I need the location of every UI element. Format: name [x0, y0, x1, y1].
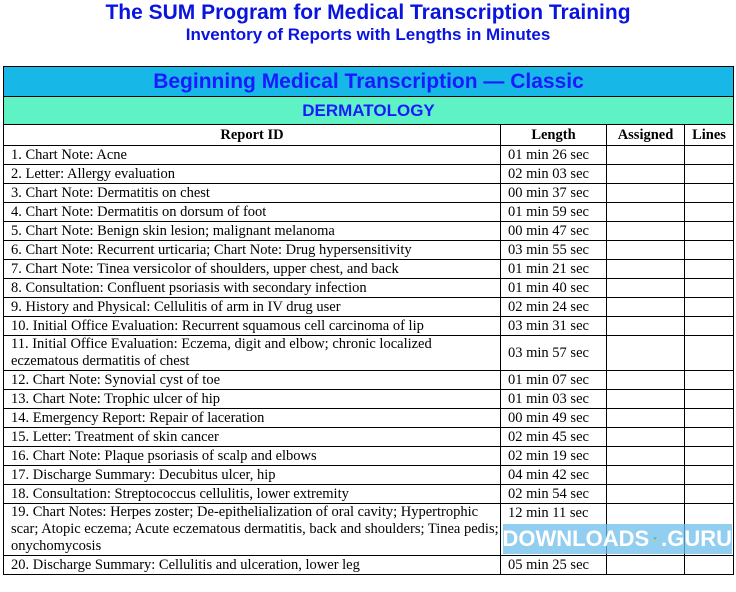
lines-cell[interactable] [685, 447, 734, 466]
assigned-cell[interactable] [607, 336, 685, 371]
lines-cell[interactable] [685, 298, 734, 317]
report-length: 00 min 47 sec [501, 222, 607, 241]
table-row [4, 298, 734, 317]
report-length: 02 min 24 sec [501, 298, 607, 317]
lines-cell[interactable] [685, 336, 734, 371]
table-row [4, 390, 734, 409]
report-id: 13. Chart Note: Trophic ulcer of hip [4, 390, 501, 409]
lines-cell[interactable] [685, 556, 734, 575]
assigned-cell[interactable] [607, 371, 685, 390]
table-row [4, 466, 734, 485]
table-row [4, 241, 734, 260]
assigned-cell[interactable] [607, 409, 685, 428]
report-length: 01 min 07 sec [501, 371, 607, 390]
lines-cell[interactable] [685, 146, 734, 165]
report-id: 20. Discharge Summary: Cellulitis and ulceration, lower leg [4, 556, 501, 575]
page-subtitle: Inventory of Reports with Lengths in Minutes [185, 25, 551, 44]
assigned-cell[interactable] [607, 556, 685, 575]
report-id: 11. Initial Office Evaluation: Eczema, digit and elbow; chronic localized eczematous dermatitis of chest [4, 336, 501, 371]
report-id: 2. Letter: Allergy evaluation [4, 165, 501, 184]
table-row [4, 409, 734, 428]
col-length: Length [501, 125, 607, 146]
report-length: 01 min 03 sec [501, 390, 607, 409]
table-row [4, 556, 734, 575]
report-id: 6. Chart Note: Recurrent urticaria; Chart Note: Drug hypersensitivity [4, 241, 501, 260]
assigned-cell[interactable] [607, 165, 685, 184]
lines-cell[interactable] [685, 203, 734, 222]
assigned-cell[interactable] [607, 184, 685, 203]
report-id: 3. Chart Note: Dermatitis on chest [4, 184, 501, 203]
report-length: 05 min 25 sec [501, 556, 607, 575]
watermark [503, 524, 733, 554]
report-id: 9. History and Physical: Cellulitis of arm in IV drug user [4, 298, 501, 317]
report-id: 7. Chart Note: Tinea versicolor of shoulders, upper chest, and back [4, 260, 501, 279]
report-id: 5. Chart Note: Benign skin lesion; malignant melanoma [4, 222, 501, 241]
report-length: 03 min 55 sec [501, 241, 607, 260]
lines-cell[interactable] [685, 428, 734, 447]
report-length: 02 min 03 sec [501, 165, 607, 184]
table-row [4, 485, 734, 504]
report-id: 8. Consultation: Confluent psoriasis with secondary infection [4, 279, 501, 298]
category-title: DERMATOLOGY [4, 97, 734, 125]
section-title: Beginning Medical Transcription — Classic [4, 67, 734, 97]
table-row [4, 279, 734, 298]
lines-cell[interactable] [685, 260, 734, 279]
report-length: 01 min 59 sec [501, 203, 607, 222]
reports-table [3, 66, 734, 575]
report-length: 00 min 37 sec [501, 184, 607, 203]
watermark-right: .GURU [661, 525, 732, 551]
assigned-cell[interactable] [607, 447, 685, 466]
lines-cell[interactable] [685, 165, 734, 184]
watermark-left: DOWNLOADS [502, 525, 650, 551]
table-row [4, 336, 734, 371]
report-length: 03 min 57 sec [501, 336, 607, 371]
assigned-cell[interactable] [607, 222, 685, 241]
report-id: 16. Chart Note: Plaque psoriasis of scalp and elbows [4, 447, 501, 466]
report-id: 17. Discharge Summary: Decubitus ulcer, hip [4, 466, 501, 485]
report-length: 00 min 49 sec [501, 409, 607, 428]
lines-cell[interactable] [685, 222, 734, 241]
report-id: 1. Chart Note: Acne [4, 146, 501, 165]
report-length: 01 min 21 sec [501, 260, 607, 279]
col-report-id: Report ID [4, 125, 501, 146]
assigned-cell[interactable] [607, 260, 685, 279]
assigned-cell[interactable] [607, 203, 685, 222]
assigned-cell[interactable] [607, 241, 685, 260]
report-length: 03 min 31 sec [501, 317, 607, 336]
assigned-cell[interactable] [607, 279, 685, 298]
table-row [4, 184, 734, 203]
assigned-cell[interactable] [607, 146, 685, 165]
lines-cell[interactable] [685, 466, 734, 485]
table-row [4, 447, 734, 466]
report-id: 15. Letter: Treatment of skin cancer [4, 428, 501, 447]
table-row [4, 222, 734, 241]
col-assigned: Assigned [607, 125, 685, 146]
lines-cell[interactable] [685, 485, 734, 504]
lines-cell[interactable] [685, 279, 734, 298]
assigned-cell[interactable] [607, 390, 685, 409]
lines-cell[interactable] [685, 371, 734, 390]
report-length: 02 min 19 sec [501, 447, 607, 466]
lines-cell[interactable] [685, 390, 734, 409]
lines-cell[interactable] [685, 317, 734, 336]
table-row [4, 428, 734, 447]
table-row [4, 371, 734, 390]
table-row [4, 317, 734, 336]
header-row [4, 125, 734, 146]
report-id: 19. Chart Notes: Herpes zoster; De-epithelialization of oral cavity; Hypertrophic scar; Atopic eczema; Acute eczematous dermatitis, back and shoulders; Tinea pedis; onychomycosis [4, 504, 501, 556]
lines-cell[interactable] [685, 241, 734, 260]
table-row [4, 260, 734, 279]
report-id: 10. Initial Office Evaluation: Recurrent squamous cell carcinoma of lip [4, 317, 501, 336]
assigned-cell[interactable] [607, 298, 685, 317]
table-row [4, 203, 734, 222]
download-icon [653, 527, 657, 551]
report-length: 01 min 26 sec [501, 146, 607, 165]
table-row [4, 165, 734, 184]
lines-cell[interactable] [685, 184, 734, 203]
report-length: 04 min 42 sec [501, 466, 607, 485]
report-length: 02 min 54 sec [501, 485, 607, 504]
table-row [4, 146, 734, 165]
assigned-cell[interactable] [607, 466, 685, 485]
report-length: 01 min 40 sec [501, 279, 607, 298]
col-lines: Lines [685, 125, 734, 146]
page-title: The SUM Program for Medical Transcription Training [105, 1, 631, 24]
report-id: 12. Chart Note: Synovial cyst of toe [4, 371, 501, 390]
lines-cell[interactable] [685, 409, 734, 428]
assigned-cell[interactable] [607, 317, 685, 336]
report-id: 14. Emergency Report: Repair of laceration [4, 409, 501, 428]
report-length: 12 min 11 sec [501, 504, 607, 556]
report-length: 02 min 45 sec [501, 428, 607, 447]
assigned-cell[interactable] [607, 485, 685, 504]
assigned-cell[interactable] [607, 428, 685, 447]
report-id: 4. Chart Note: Dermatitis on dorsum of foot [4, 203, 501, 222]
report-id: 18. Consultation: Streptococcus cellulitis, lower extremity [4, 485, 501, 504]
